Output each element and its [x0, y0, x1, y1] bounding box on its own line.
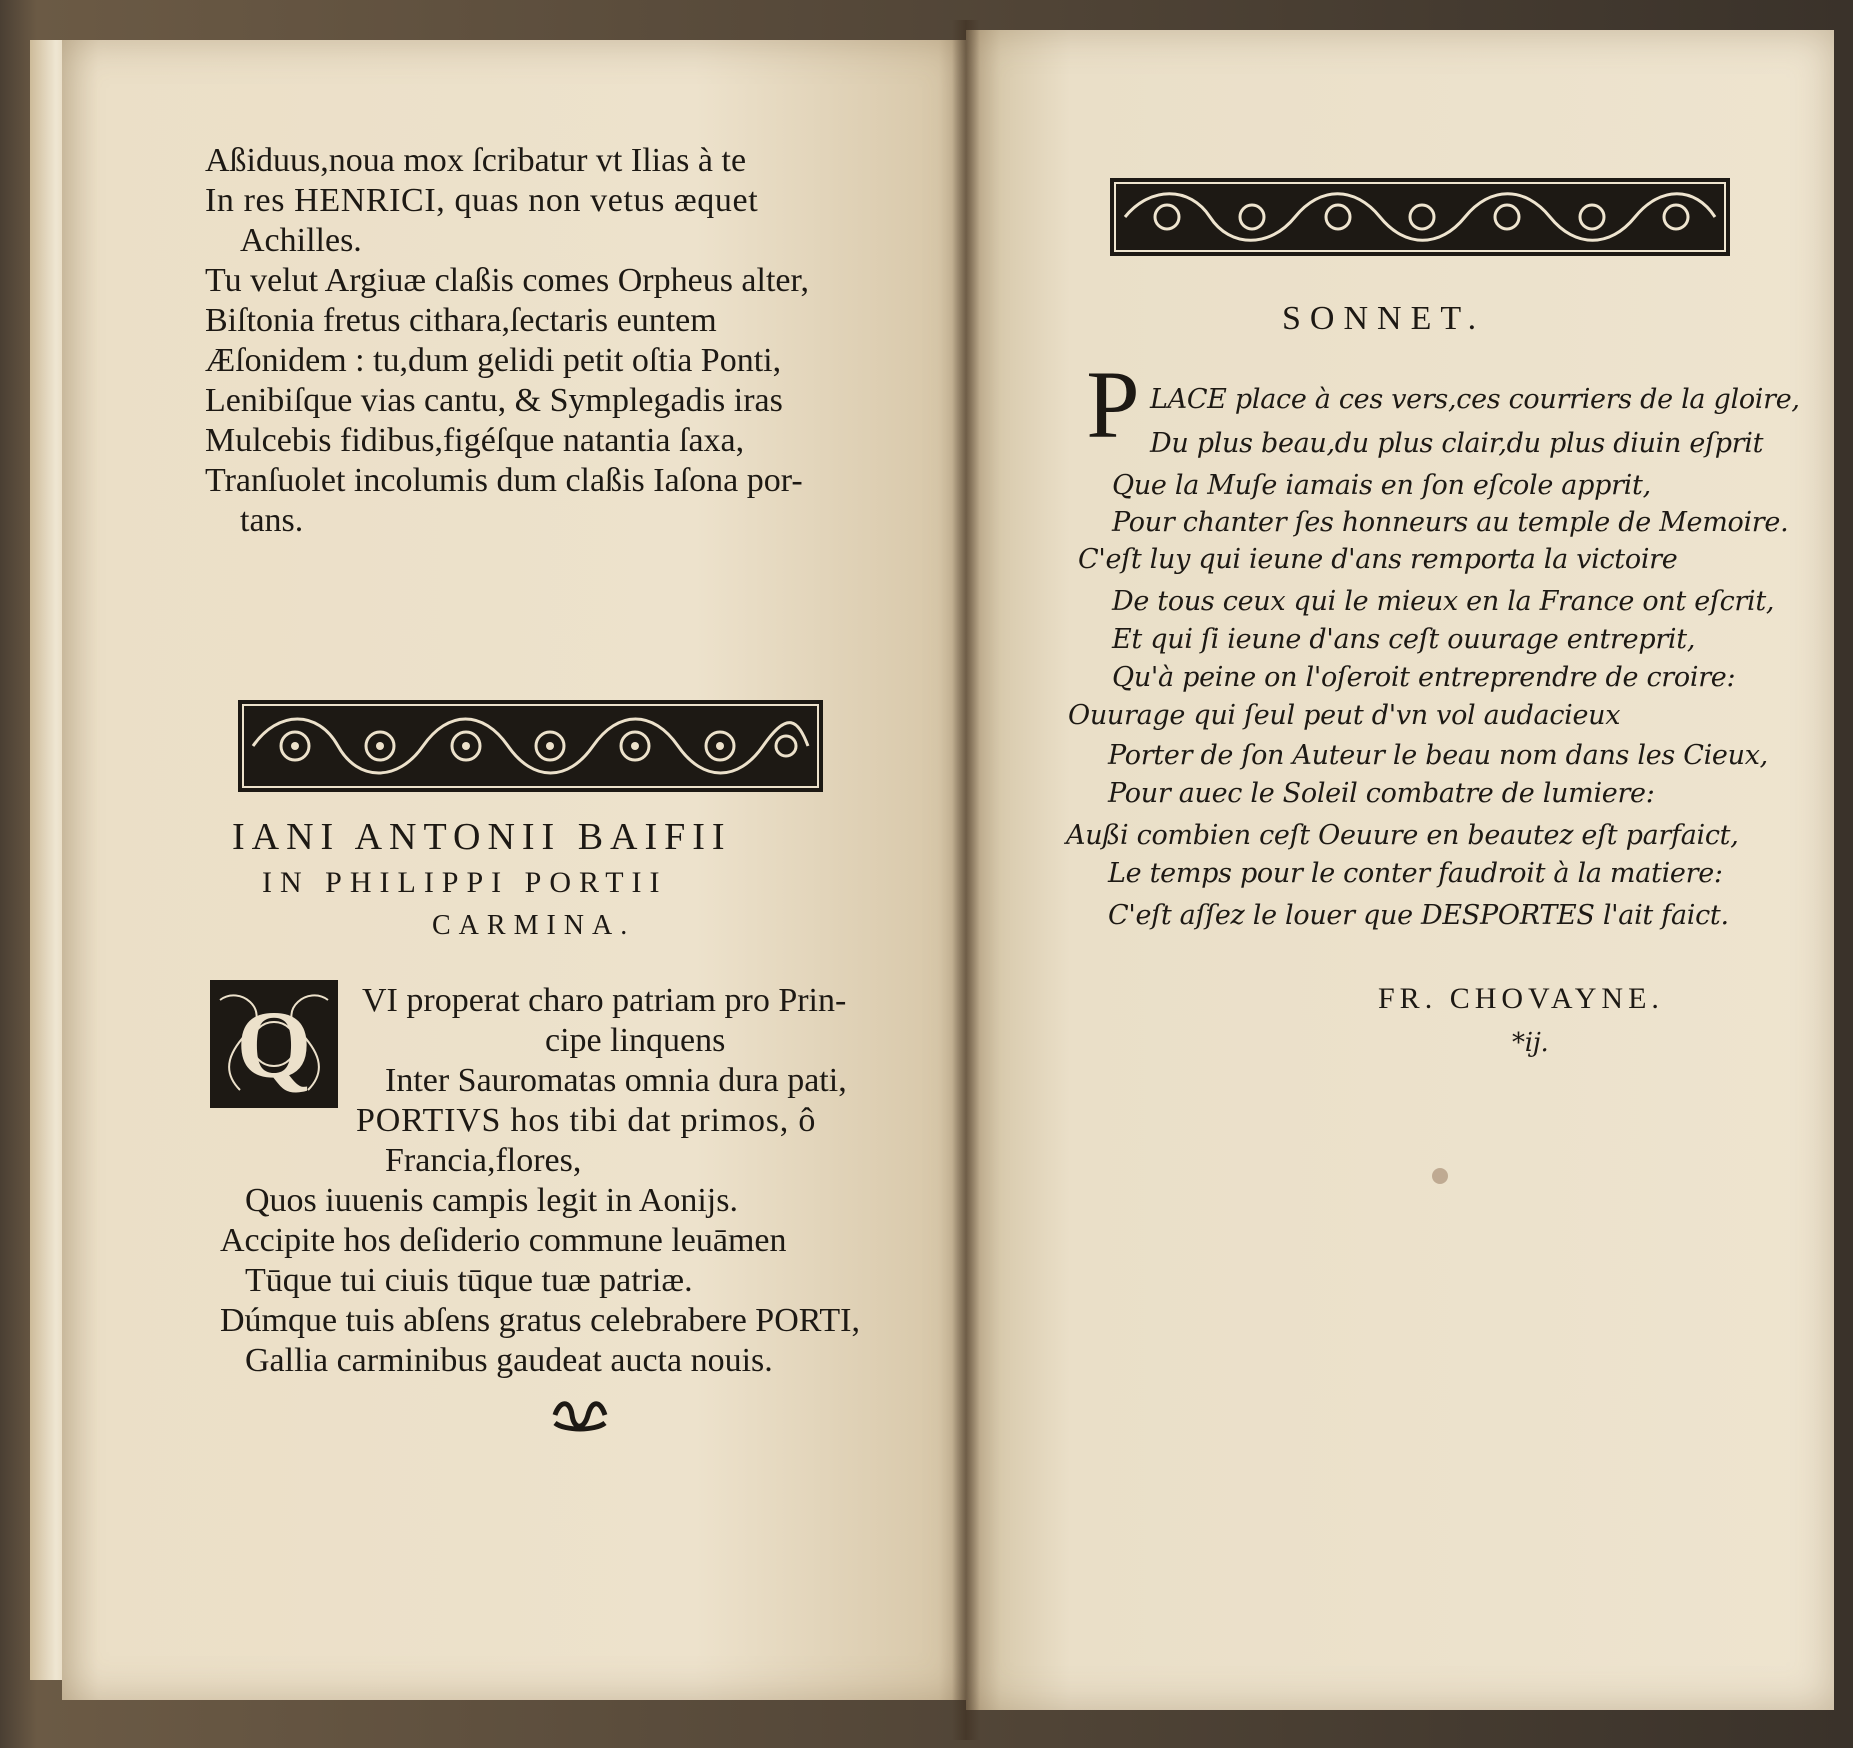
paper-stain: [1432, 1168, 1448, 1184]
verse-line: In res HENRICI, quas non vetus æquet: [205, 182, 759, 219]
verse-line: Biſtonia fretus cithara,ſectaris euntem: [205, 302, 717, 339]
sonnet-line: Le temps pour le conter faudroit à la matiere:: [1108, 858, 1723, 889]
ornament-band-right: [1110, 178, 1730, 256]
verse-line: Tu velut Argiuæ claßis comes Orpheus alter,: [205, 262, 809, 299]
sonnet-line: Du plus beau,du plus clair,du plus diuin eſprit: [1150, 428, 1764, 459]
verse-line: Lenibiſque vias cantu, & Symplegadis iras: [205, 382, 783, 419]
sonnet-title: SONNET.: [1282, 300, 1486, 337]
signature-mark: *ij.: [1512, 1028, 1549, 1058]
poem-line: Gallia carminibus gaudeat aucta nouis.: [245, 1342, 773, 1379]
sonnet-line: Pour chanter ſes honneurs au temple de Memoire.: [1112, 507, 1789, 538]
poem-line: Dúmque tuis abſens gratus celebrabere PORTI,: [220, 1302, 860, 1339]
sonnet-line: Porter de ſon Auteur le beau nom dans les Cieux,: [1108, 740, 1768, 771]
poem-line: Accipite hos deſiderio commune leuāmen: [220, 1222, 787, 1259]
poem-line: PORTIVS hos tibi dat primos, ô: [356, 1102, 817, 1139]
sonnet-line: C'eſt luy qui ieune d'ans remporta la victoire: [1078, 544, 1678, 575]
heading-author: IANI ANTONII BAIFII: [232, 816, 732, 858]
heading-subject: IN PHILIPPI PORTII: [262, 866, 668, 899]
dropcap-q: [210, 980, 338, 1108]
signature: FR. CHOVAYNE.: [1378, 982, 1664, 1015]
sonnet-line: Ouurage qui ſeul peut d'vn vol audacieux: [1068, 700, 1621, 731]
sonnet-line: LACE place à ces vers,ces courriers de la gloire,: [1150, 384, 1800, 415]
poem-line: VI properat charo patriam pro Prin-: [362, 982, 847, 1019]
verse-line: tans.: [240, 502, 304, 539]
verse-line: Mulcebis fidibus,figéſque natantia ſaxa,: [205, 422, 745, 459]
heading-carmina: CARMINA.: [432, 910, 636, 941]
tail-ornament: [550, 1395, 610, 1435]
poem-line: Quos iuuenis campis legit in Aonijs.: [245, 1182, 738, 1219]
book-gutter: [952, 20, 980, 1740]
ornament-band: [238, 700, 823, 792]
sonnet-line: C'eſt aſſez le louer que DESPORTES l'ait faict.: [1108, 900, 1729, 931]
dropcap-p: P: [1086, 351, 1140, 458]
poem-line: Tūque tui ciuis tūque tuæ patriæ.: [245, 1262, 693, 1299]
verse-line: Aßiduus,noua mox ſcribatur vt Ilias à te: [205, 142, 747, 179]
poem-line: Inter Sauromatas omnia dura pati,: [385, 1062, 847, 1099]
dropcap-letter: Q: [236, 990, 312, 1098]
sonnet-line: Außi combien ceſt Oeuure en beautez eſt parfaict,: [1066, 820, 1739, 851]
sonnet-line: Que la Muſe iamais en ſon eſcole apprit,: [1112, 470, 1651, 501]
poem-line: Francia,flores,: [385, 1142, 582, 1179]
sonnet-line: Pour auec le Soleil combatre de lumiere:: [1108, 778, 1655, 809]
sonnet-line: Qu'à peine on l'oſeroit entreprendre de croire:: [1112, 662, 1736, 693]
verse-line: Æſonidem : tu,dum gelidi petit oſtia Ponti,: [205, 342, 782, 379]
verse-line: Achilles.: [240, 222, 362, 259]
poem-line: cipe linquens: [545, 1022, 726, 1059]
sonnet-line: Et qui ſi ieune d'ans ceſt ouurage entreprit,: [1112, 624, 1696, 655]
verse-line: Tranſuolet incolumis dum claßis Iaſona por-: [205, 462, 803, 499]
sonnet-line: De tous ceux qui le mieux en la France ont eſcrit,: [1112, 586, 1775, 617]
